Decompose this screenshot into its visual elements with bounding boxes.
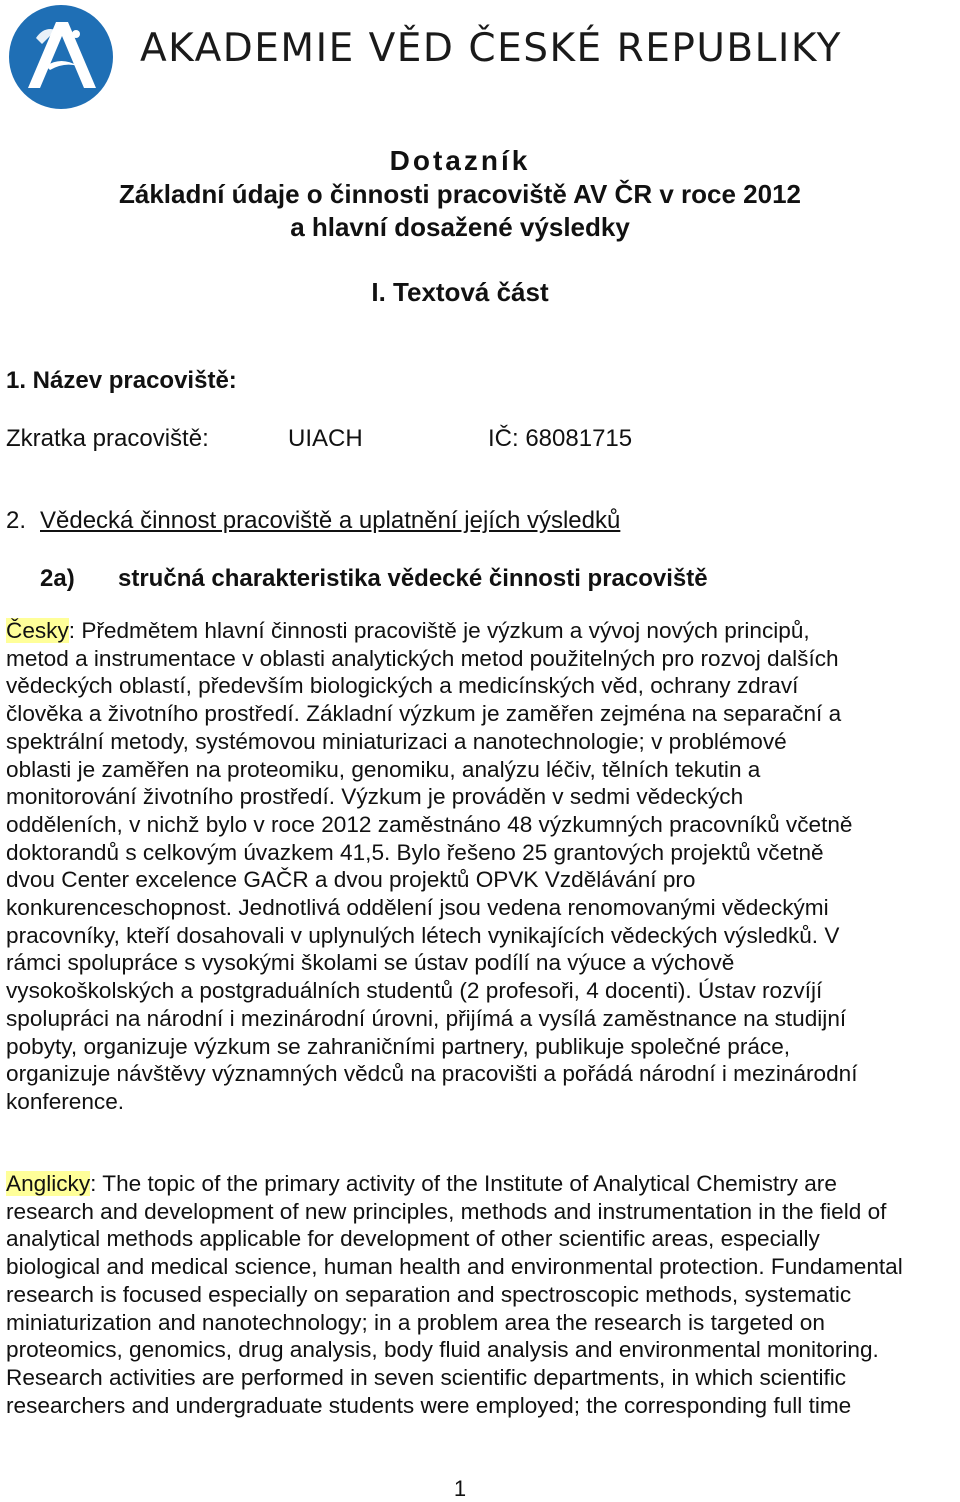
paragraph-line: : The topic of the primary activity of the Institute of Analytical Chemistry are — [90, 1171, 837, 1196]
paragraph-line: research and development of new principles, methods and instrumentation in the field of — [6, 1198, 887, 1224]
av-cr-logo-icon — [6, 4, 116, 110]
subsection-2a-number: 2a) — [40, 565, 75, 592]
document-subtitle-line2: a hlavní dosažené výsledky — [290, 212, 630, 242]
paragraph-line: spektrální metody, systémovou miniaturizaci a nanotechnologie; v problémové — [6, 728, 787, 754]
paragraph-line: rámci spolupráce s vysokými školami se ústav podílí na výuce a výchově — [6, 950, 735, 976]
institution-name: AKADEMIE VĚD ČESKÉ REPUBLIKY — [140, 26, 842, 71]
abbreviation-label: Zkratka pracoviště: — [6, 425, 209, 452]
paragraph-line: monitorování životního prostředí. Výzkum je prováděn v sedmi vědeckých — [6, 784, 744, 810]
paragraph-line: metod a instrumentace v oblasti analytických metod použitelných pro rozvoj dalších — [6, 645, 839, 671]
english-label: Anglicky — [6, 1171, 91, 1196]
paragraph-line: dvou Center excelence GAČR a dvou projektů OPVK Vzdělávání pro — [6, 867, 696, 893]
czech-paragraph — [6, 617, 956, 1116]
paragraph-line: oblasti je zaměřen na proteomiku, genomiku, analýzu léčiv, tělních tekutin a — [6, 756, 761, 782]
paragraph-line: konkurenceschopnost. Jednotlivá oddělení jsou vedena renomovanými vědeckými — [6, 895, 829, 921]
paragraph-line: Research activities are performed in seven scientific departments, in which scientific — [6, 1364, 847, 1390]
paragraph-line: konference. — [6, 1088, 125, 1114]
czech-label: Česky — [6, 618, 69, 643]
paragraph-line: organizuje návštěvy významných vědců na pracovišti a pořádá národní i mezinárodní — [6, 1061, 858, 1087]
subsection-2a-heading: stručná charakteristika vědecké činnosti pracoviště — [118, 565, 708, 592]
document-title: Dotazník — [389, 145, 531, 176]
section2-heading: Vědecká činnost pracoviště a uplatnění jejích výsledků — [40, 507, 621, 534]
abbreviation-value: UIACH — [288, 425, 363, 452]
part-heading: I. Textová část — [371, 277, 549, 307]
paragraph-line: vědeckých oblastí, především biologických a medicínských věd, ochrany zdraví — [6, 673, 799, 699]
document-subtitle-line1: Základní údaje o činnosti pracoviště AV ČR v roce 2012 — [118, 179, 801, 209]
paragraph-line: : Předmětem hlavní činnosti pracoviště je výzkum a vývoj nových principů, — [68, 618, 810, 643]
paragraph-line: proteomics, genomics, drug analysis, body fluid analysis and environmental monitoring. — [6, 1337, 879, 1363]
paragraph-line: člověka a životního prostředí. Základní výzkum je zaměřen zejména na separační a — [6, 701, 842, 727]
paragraph-line: spolupráci na národní i mezinárodní úrovni, přijímá a vysílá zaměstnance na studijní — [6, 1005, 847, 1031]
ico-value: IČ: 68081715 — [488, 425, 633, 452]
paragraph-line: vysokoškolských a postgraduálních studentů (2 profesoři, 4 docenti). Ústav rozvíjí — [6, 978, 823, 1004]
paragraph-line: odděleních, v nichž bylo v roce 2012 zaměstnáno 48 výzkumných pracovníků včetně — [6, 811, 853, 837]
paragraph-line: pracovníky, kteří dosahovali v uplynulých létech vynikajících vědeckých výsledků. V — [6, 922, 840, 948]
paragraph-line: miniaturization and nanotechnology; in a problem area the research is targeted on — [6, 1309, 825, 1335]
paragraph-line: research is focused especially on separation and spectroscopic methods, systematic — [6, 1281, 852, 1307]
section2-number: 2. — [6, 507, 27, 534]
paragraph-line: biological and medical science, human health and environmental protection. Fundamental — [6, 1254, 903, 1280]
english-paragraph — [6, 1170, 956, 1419]
paragraph-line: pobyty, organizuje výzkum se zahraničními partnery, publikuje společné práce, — [6, 1033, 791, 1059]
section1-heading: 1. Název pracoviště: — [6, 367, 237, 394]
paragraph-line: doktorandů s celkovým úvazkem 41,5. Bylo řešeno 25 grantových projektů včetně — [6, 839, 824, 865]
paragraph-line: researchers and undergraduate students were employed; the corresponding full time — [6, 1392, 852, 1418]
paragraph-line: analytical methods applicable for development of other scientific areas, especially — [6, 1226, 820, 1252]
page-number: 1 — [453, 1476, 467, 1501]
